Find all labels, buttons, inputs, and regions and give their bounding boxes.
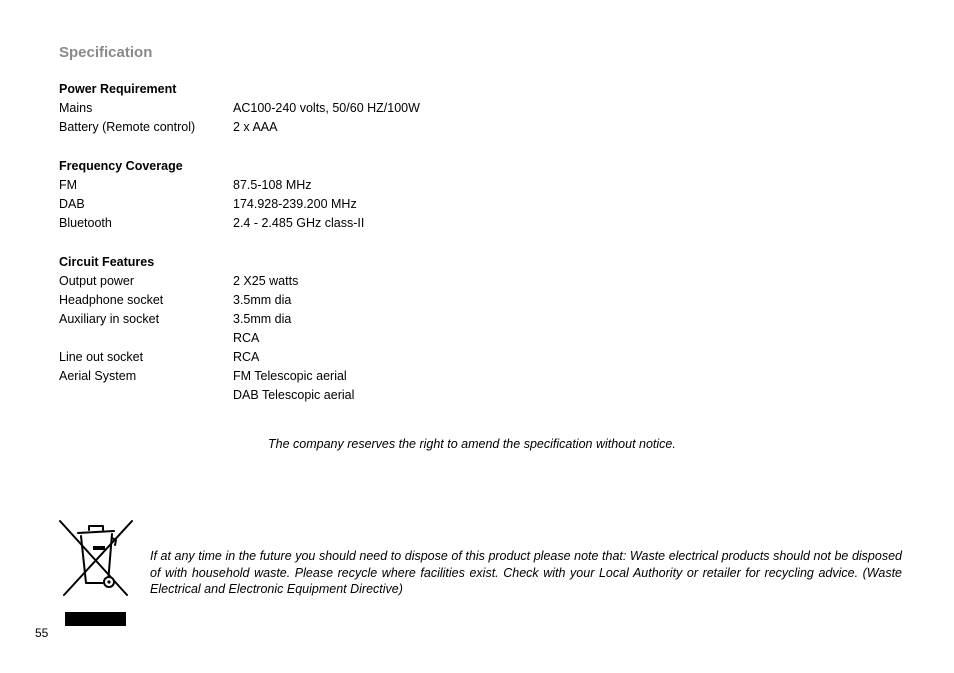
page-number: 55 [35,626,49,640]
spec-label: Headphone socket [59,293,164,307]
spec-row [59,176,312,195]
spec-row [59,310,292,329]
section-heading: Circuit Features [59,255,155,269]
spec-value: DAB Telescopic aerial [233,388,355,402]
spec-value: 87.5-108 MHz [233,178,312,192]
spec-value: 3.5mm dia [233,312,292,326]
spec-row [59,214,365,233]
page-title: Specification [59,44,153,61]
spec-value: 2.4 - 2.485 GHz class-II [233,216,365,230]
power-requirement-section [59,80,420,137]
section-heading: Frequency Coverage [59,159,183,173]
spec-value: RCA [233,331,260,345]
spec-row [59,348,260,367]
spec-value: 2 x AAA [233,120,278,134]
spec-label: Mains [59,101,93,115]
spec-label: Aerial System [59,369,137,383]
spec-row [59,329,260,348]
spec-label: Battery (Remote control) [59,120,196,134]
circuit-features-section [59,253,355,405]
spec-value: FM Telescopic aerial [233,369,347,383]
spec-row [59,272,299,291]
spec-label: Line out socket [59,350,144,364]
spec-value: 3.5mm dia [233,293,292,307]
spec-value: RCA [233,350,260,364]
spec-label: FM [59,178,78,192]
spec-value: 174.928-239.200 MHz [233,197,357,211]
spec-row [59,118,278,137]
frequency-coverage-section [59,157,365,233]
weee-black-bar [65,612,126,626]
spec-label: Auxiliary in socket [59,312,160,326]
spec-row [59,367,347,386]
specification-notice: The company reserves the right to amend the specification without notice. [268,437,676,451]
section-heading: Power Requirement [59,82,177,96]
spec-row [59,291,292,310]
weee-crossed-bin-icon [57,518,135,598]
spec-row [59,195,357,214]
spec-label: Output power [59,274,135,288]
spec-row [59,386,355,405]
spec-label: Bluetooth [59,216,112,230]
disposal-notice: If at any time in the future you should need to dispose of this product please note that: Waste electrical products should not be disposed of with household waste. Please recycle where facilities exist. Check with your Local Authority or retailer for recycling advice. (Waste Electrical and Electronic Equipment Directive) [150,549,902,596]
spec-value: 2 X25 watts [233,274,299,288]
spec-value: AC100-240 volts, 50/60 HZ/100W [233,101,420,115]
spec-row [59,99,420,118]
spec-label: DAB [59,197,85,211]
